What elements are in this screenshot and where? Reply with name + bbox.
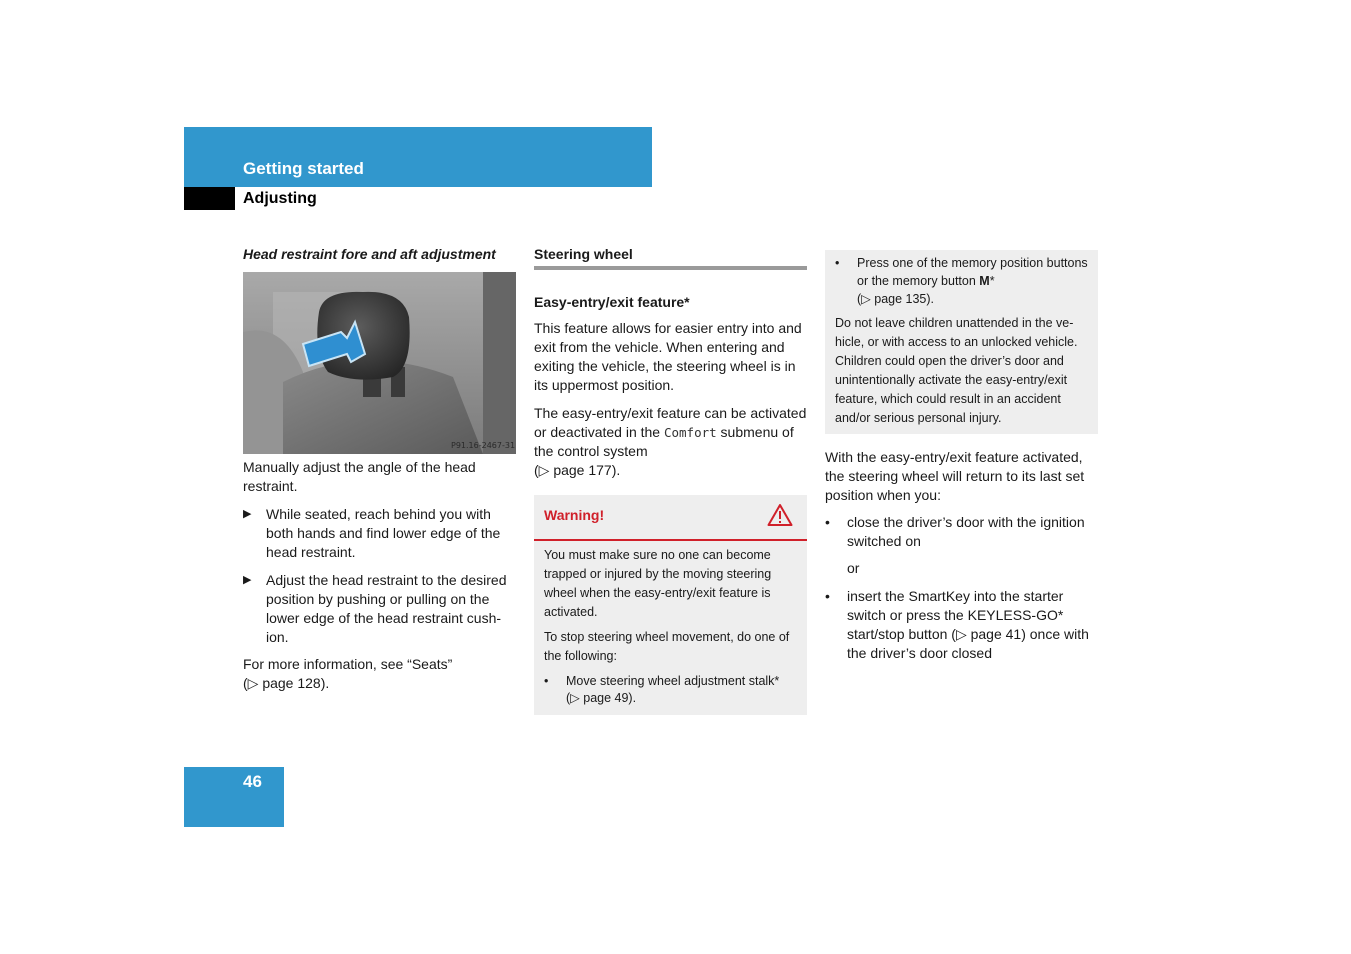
column-2 <box>534 244 807 715</box>
step-text: While seated, reach behind you with both hands and find lower edge of the head restraint. <box>266 506 501 560</box>
condition-text: insert the SmartKey into the starter switch or press the KEYLESS-GO* start/stop button (▷ page 41) once with the driver’s door closed <box>847 588 1089 661</box>
warning-body <box>534 541 807 715</box>
step-text: Adjust the head restraint to the desired position by pushing or pulling on the lower edge of the head restraint cush-ion. <box>266 572 507 645</box>
step-marker-icon: ▶ <box>243 574 252 586</box>
bullet-icon: • <box>544 674 549 688</box>
memory-bullet-text: Press one of the memory position buttons or the memory button <box>857 256 1088 288</box>
activation-ref: (▷ page 177). <box>534 462 621 478</box>
page-number: 46 <box>243 772 262 791</box>
section-title: Getting started <box>243 159 364 178</box>
bullet-icon: • <box>825 514 830 530</box>
activation-text: The easy-entry/exit feature can be activated or deactivated in the <box>534 405 807 440</box>
warning-instruction: To stop steering wheel movement, do one of the following: <box>544 630 790 663</box>
activation-text-end: submenu of the control system <box>534 424 794 459</box>
warning-box <box>534 495 807 715</box>
condition-text: close the driver’s door with the ignition switched on <box>847 514 1085 549</box>
easy-entry-para: This feature allows for easier entry into and exit from the vehicle. When entering and exiting the vehicle, the steering wheel is in its uppermost position. <box>534 320 802 393</box>
bullet-icon: • <box>835 256 840 270</box>
more-info-line: For more information, see “Seats” <box>243 656 453 672</box>
children-warning-para: Do not leave children unattended in the ve-hicle, or with access to an unlocked vehicle. Children could open the driver’s door and unintentionally activate the easy-entry/exit feature, which could result in an accident and/or serious personal injury. <box>835 316 1078 425</box>
step-item <box>243 571 516 647</box>
warning-para: You must make sure no one can become trapped or injured by the moving steering wheel when the easy-entry/exit feature is activated. <box>544 548 772 619</box>
return-position-para: With the easy-entry/exit feature activated, the steering wheel will return to its last set position when you: <box>825 449 1085 503</box>
step-marker-icon: ▶ <box>243 508 252 520</box>
heading-rule <box>534 266 807 270</box>
activation-para <box>534 404 807 480</box>
column-3 <box>825 250 1098 663</box>
step-item <box>243 505 516 562</box>
warning-triangle-icon <box>767 503 793 532</box>
head-restraint-intro: Manually adjust the angle of the head restraint. <box>243 459 476 494</box>
warning-bullet <box>544 673 797 707</box>
memory-star: * <box>989 274 995 288</box>
easy-entry-heading: Easy-entry/exit feature* <box>534 294 690 310</box>
warning-continued-box <box>825 250 1098 434</box>
memory-bullet <box>835 254 1088 308</box>
head-restraint-photo <box>243 272 516 454</box>
subsection-title: Adjusting <box>243 190 317 207</box>
column-1 <box>243 244 516 693</box>
warning-title: Warning! <box>544 507 605 523</box>
head-restraint-illustration <box>243 272 516 454</box>
page-number-box <box>184 767 284 827</box>
warning-bullet-text: Move steering wheel adjustment stalk* <box>566 674 780 688</box>
head-restraint-heading: Head restraint fore and aft adjustment <box>243 246 496 262</box>
header-marker <box>184 187 235 210</box>
comfort-menu-label: Comfort <box>663 425 717 440</box>
image-code: P91.16-2467-31 <box>451 441 516 450</box>
steering-wheel-heading: Steering wheel <box>534 246 633 262</box>
warning-bullet-ref: (▷ page 49). <box>566 691 637 705</box>
warning-header <box>534 495 807 541</box>
bullet-icon: • <box>825 588 830 604</box>
condition-bullet <box>825 513 1098 551</box>
condition-bullet <box>825 587 1098 663</box>
memory-bullet-ref: (▷ page 135). <box>857 292 935 306</box>
or-text: or <box>847 560 860 576</box>
more-info-ref: (▷ page 128). <box>243 675 330 691</box>
memory-button-label: M <box>979 274 990 288</box>
